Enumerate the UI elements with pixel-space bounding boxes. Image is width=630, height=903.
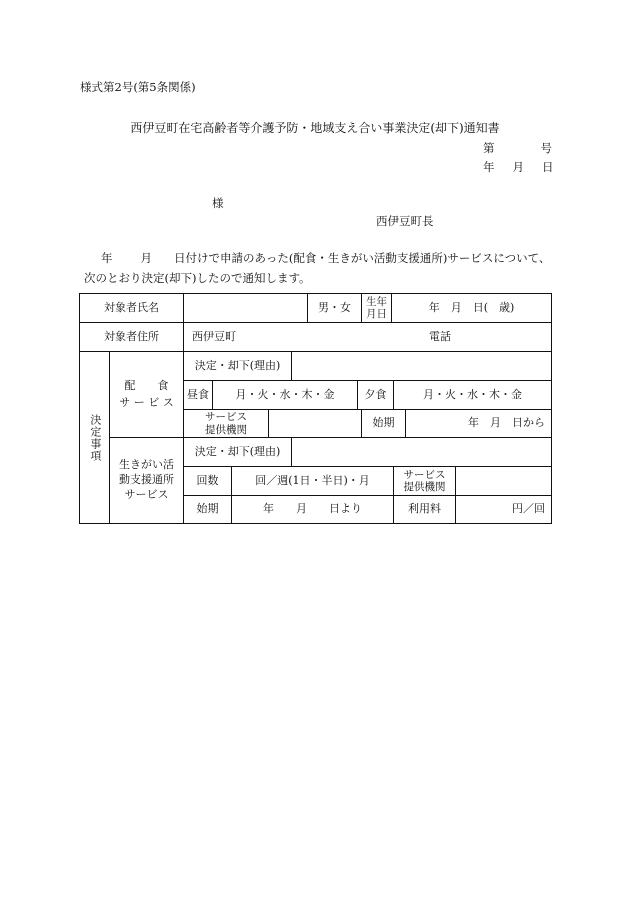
ikigai-line-3: サービス [124,487,169,501]
meal-start-label: 始期 [372,416,395,430]
birth-date-field[interactable]: 年 月 日( 歳) [428,300,515,314]
dinner-days-options[interactable]: 月・火・水・木・金 [423,387,522,401]
ikigai-start-field[interactable]: 年 月 日より [263,502,362,516]
phone-field[interactable] [470,323,550,351]
birth-label-1: 生年 [366,295,387,308]
meal-service-line-2: サ ー ビ ス [119,395,174,409]
addressee-honorific: 様 [212,196,224,210]
ikigai-decision-reason-label: 決定・却下(理由) [194,444,281,458]
body-year: 年 [101,251,113,265]
subject-name-field[interactable] [184,294,307,322]
body-month: 月 [140,251,152,265]
lunch-label: 昼食 [187,387,209,401]
gender-options[interactable]: 男・女 [318,300,351,314]
phone-label: 電話 [429,329,451,343]
ikigai-provider-label [394,467,455,495]
meal-service-line-1: 配 食 [124,379,169,392]
ikigai-line-1: 生きがい活 [119,458,174,472]
number-go: 号 [540,141,552,155]
ikigai-decision-reason-field[interactable] [292,438,551,466]
ikigai-service-label [110,438,183,523]
body-text-1: 日付けで申請のあった(配食・生きがい活動支援通所)サービスについて、 [174,251,551,265]
meal-decision-reason-label: 決定・却下(理由) [194,358,281,372]
meal-provider-field[interactable] [269,410,361,437]
meal-service-label [110,352,183,437]
address-field[interactable]: 西伊豆町 [192,329,236,343]
meal-provider-label-1: サービス [205,411,247,424]
form-number: 様式第2号(第5条関係) [80,80,196,94]
meal-start-field[interactable]: 年 月 日から [468,416,545,430]
ikigai-start-label: 始期 [196,502,219,516]
body-line-2: 次のとおり決定(却下)したので通知します。 [84,271,311,285]
number-dai: 第 [483,141,495,155]
ikigai-provider-label-2: 提供機関 [403,481,446,493]
fee-field[interactable]: 円／回 [512,502,545,516]
birth-label [362,294,391,322]
frequency-label: 回数 [196,473,219,487]
address-label: 対象者住所 [104,329,159,343]
meal-decision-reason-field[interactable] [292,352,551,380]
subject-name-label: 対象者氏名 [104,300,159,314]
ikigai-provider-field[interactable] [456,467,551,495]
meal-provider-label [184,410,268,437]
dinner-label: 夕食 [364,387,387,401]
meal-provider-label-2: 提供機関 [205,423,247,436]
decision-label [80,352,109,523]
decision-label-text: 決定事項 [88,413,102,462]
document-title: 西伊豆町在宅高齢者等介護予防・地域支え合い事業決定(却下)通知書 [130,121,500,135]
date-year: 年 [483,160,495,174]
date-day: 日 [542,160,554,174]
ikigai-line-2: 動支援通所 [119,473,174,487]
ikigai-provider-label-1: サービス [403,468,446,481]
frequency-field[interactable]: 回／週(1日・半日)・月 [255,473,370,487]
issuer-name: 西伊豆町長 [376,214,434,228]
birth-label-2: 月日 [366,308,387,320]
date-month: 月 [512,160,524,174]
fee-label: 利用料 [408,502,441,516]
lunch-days-options[interactable]: 月・火・水・木・金 [235,387,335,401]
